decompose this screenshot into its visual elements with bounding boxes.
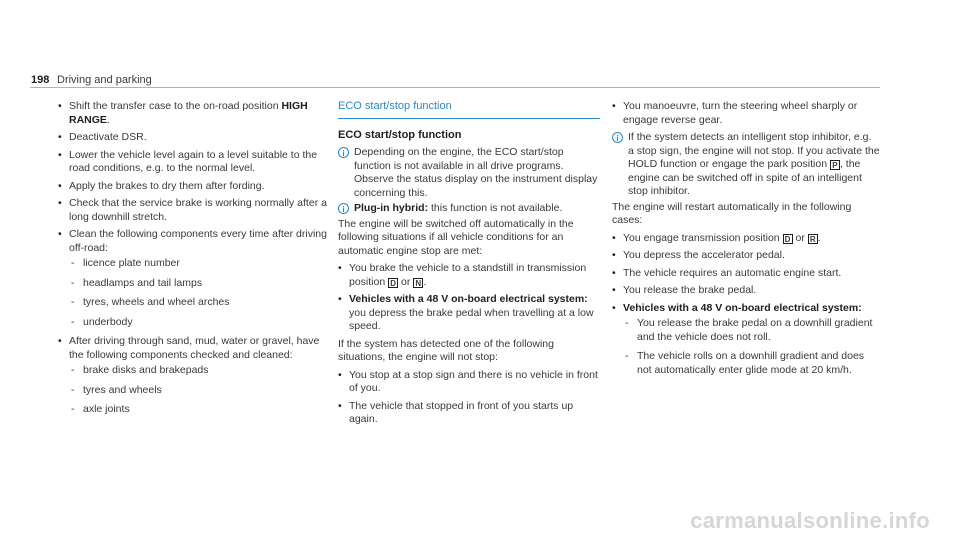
sub-item: - headlamps and tail lamps (69, 277, 328, 291)
column-3 (612, 100, 880, 383)
engine-stop-conditions (338, 262, 600, 334)
list-item (58, 335, 328, 417)
paragraph: The engine will be switched off automatically in the following situations if all vehicle conditions for an automatic engine stop are met: (338, 217, 574, 257)
list-item: • The vehicle that stopped in front of you starts up again. (338, 400, 600, 427)
list-item (58, 228, 328, 329)
item-end: . (106, 113, 110, 126)
gear-d-icon: D (388, 278, 398, 288)
subsection-heading: ECO start/stop function (338, 128, 462, 141)
gear-d-icon: D (783, 234, 793, 244)
item-text: Clean the following components every time after driving off-road: (69, 228, 327, 254)
header-rule (30, 87, 880, 88)
item-text: You engage transmission position (623, 231, 780, 244)
page-number: 198 (31, 74, 50, 86)
column-1 (58, 100, 328, 423)
info-icon: i (612, 132, 623, 143)
item-text: You brake the vehicle to a standstill in transmission position (349, 262, 587, 288)
info-note (338, 202, 600, 216)
sub-item: - tyres and wheels (69, 384, 328, 398)
clean-components-list (69, 257, 328, 329)
list-item: • Lower the vehicle level again to a level suitable to the road conditions, e.g. to the normal level. (58, 149, 328, 176)
or-word: or (795, 231, 805, 244)
sub-item: - brake disks and brakepads (69, 364, 328, 378)
note-text: Depending on the engine, the ECO start/stop function is not available in all drive programs. Observe the status display on the instrument display concerning this. (354, 146, 598, 199)
list-item: • Apply the brakes to dry them after fording. (58, 180, 328, 194)
note-text: , the engine can be switched off in spite of an intelligent stop inhibitor. (628, 158, 862, 197)
gear-p-icon: P (830, 160, 840, 170)
plugin-hybrid-label: Plug-in hybrid: (354, 202, 429, 214)
note-text: this function is not available. (428, 202, 563, 214)
or-word: or (401, 275, 411, 288)
paragraph: The engine will restart automatically in the following cases: (612, 200, 852, 226)
list-item: • You stop at a stop sign and there is no vehicle in front of you. (338, 369, 600, 396)
list-item: • You engage transmission position D or R . (612, 232, 880, 246)
48v-label: Vehicles with a 48 V on-board electrical system: (349, 293, 588, 305)
info-icon: i (338, 147, 349, 158)
list-item: • Deactivate DSR. (58, 131, 328, 145)
item-text: you depress the brake pedal when travelling at a low speed. (349, 306, 594, 332)
sub-item: - underbody (69, 316, 328, 330)
gear-r-icon: R (808, 234, 818, 244)
info-icon: i (338, 203, 349, 214)
info-note (338, 146, 600, 200)
48v-label: Vehicles with a 48 V on-board electrical system: (623, 301, 862, 314)
info-note (612, 131, 880, 199)
engine-no-stop-conditions (338, 369, 600, 427)
list-item: • Check that the service brake is working normally after a long downhill stretch. (58, 197, 328, 224)
list-item: • You manoeuvre, turn the steering wheel sharply or engage reverse gear. (612, 100, 880, 127)
list-item: • You brake the vehicle to a standstill in transmission position D or N . (338, 262, 600, 289)
item-text: Shift the transfer case to the on-road position (69, 100, 279, 112)
check-components-list (69, 364, 328, 417)
list-item: • The vehicle requires an automatic engine start. (612, 267, 880, 281)
gear-n-icon: N (413, 278, 423, 288)
list-item (612, 302, 880, 378)
section-title: Driving and parking (57, 74, 152, 86)
sub-item: - axle joints (69, 403, 328, 417)
watermark: carmanualsonline.info (690, 507, 930, 533)
high-range-label: HIGH RANGE (69, 100, 308, 126)
engine-restart-conditions (612, 232, 880, 378)
engine-no-stop-conditions-cont (612, 100, 880, 127)
list-item (338, 293, 600, 334)
item-text: After driving through sand, mud, water or gravel, have the following components checked and cleaned: (69, 335, 320, 361)
list-item: • You depress the accelerator pedal. (612, 249, 880, 263)
sub-item: - tyres, wheels and wheel arches (69, 296, 328, 310)
sub-item: - The vehicle rolls on a downhill gradient and does not automatically enter glide mode at 20 km/h. (623, 350, 880, 377)
paragraph: If the system has detected one of the following situations, the engine will not stop: (338, 337, 554, 363)
sub-item: - licence plate number (69, 257, 328, 271)
sub-item: - You release the brake pedal on a downhill gradient and the vehicle does not roll. (623, 317, 880, 344)
section-heading: ECO start/stop function (338, 100, 600, 119)
48v-restart-list (623, 317, 880, 377)
after-offroad-list (58, 100, 328, 417)
list-item: • You release the brake pedal. (612, 284, 880, 298)
list-item (58, 100, 328, 127)
note-text: If the system detects an intelligent stop inhibitor, e.g. a stop sign, the engine will not stop. If you activate the HOLD function or engage the park position (628, 131, 880, 170)
column-2 (338, 100, 600, 431)
